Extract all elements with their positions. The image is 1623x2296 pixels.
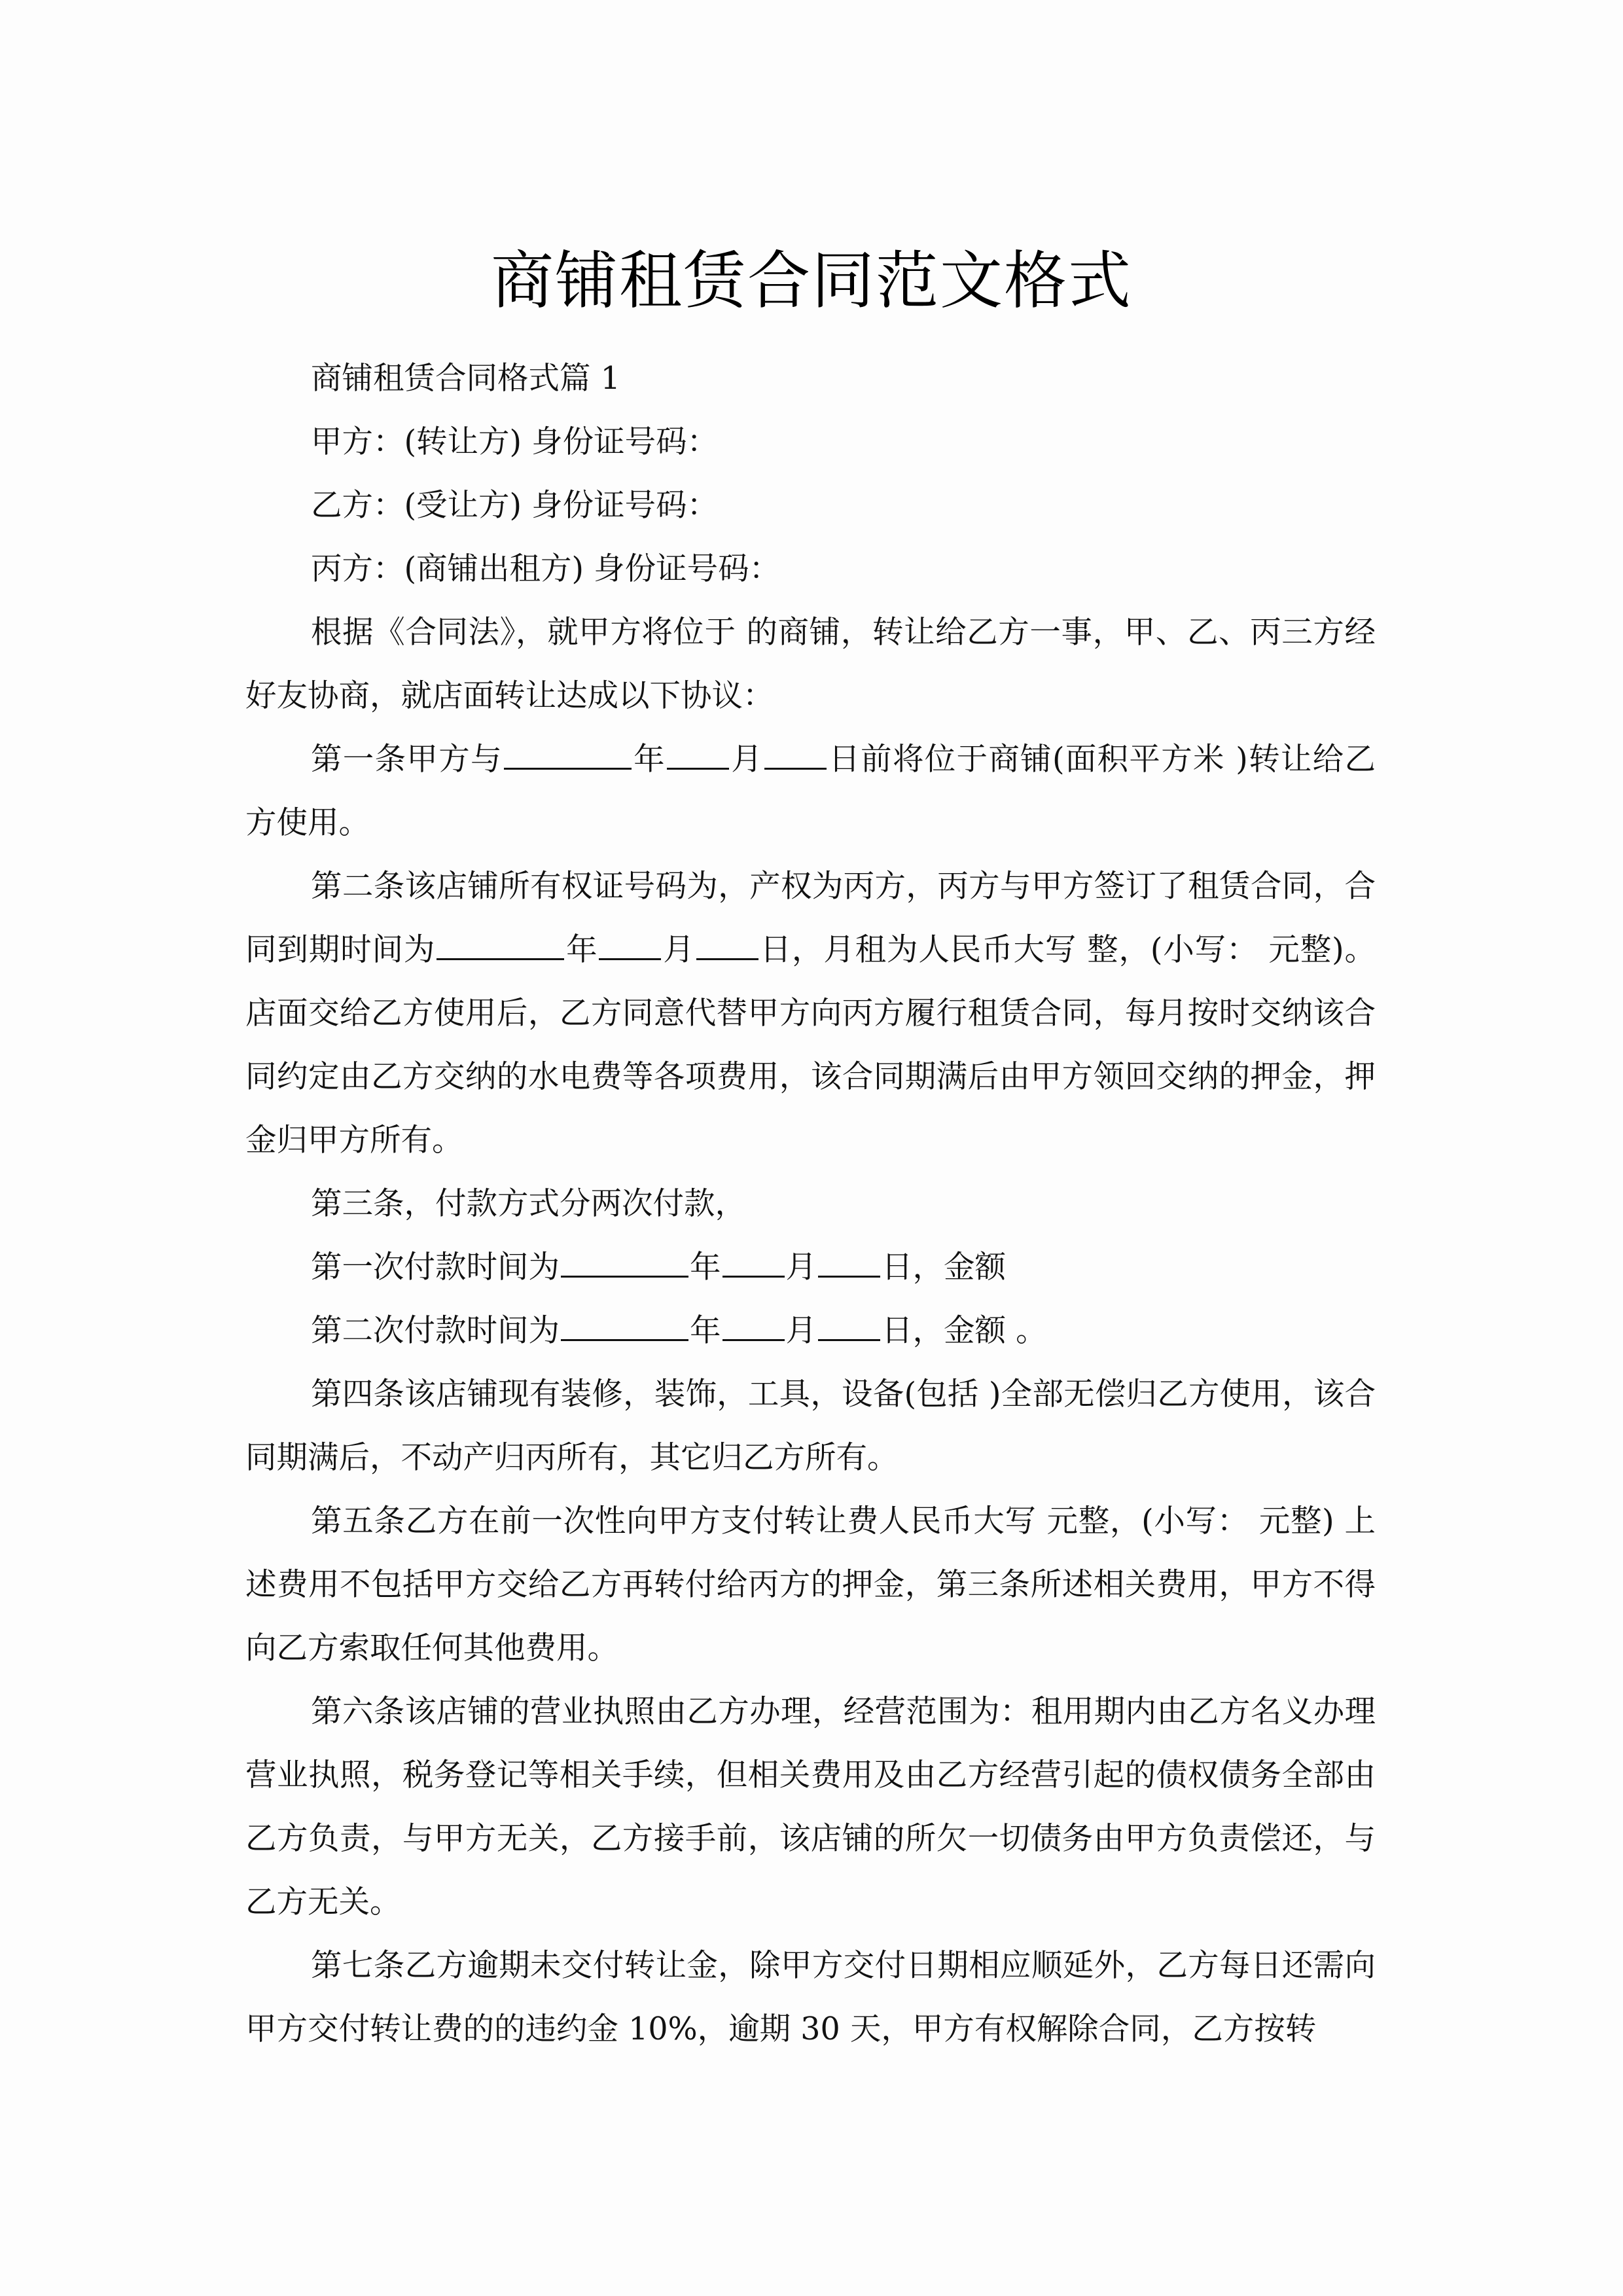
article-6: 第六条该店铺的营业执照由乙方办理，经营范围为：租用期内由乙方名义办理营业执照，税务登记等相关手续，但相关费用及由乙方经营引起的债权债务全部由乙方负责，与甲方无关，乙方接手前，该店铺的所欠一切债务由甲方负责偿还，与乙方无关。: [245, 1694, 1376, 1920]
year-label: 年: [565, 932, 598, 968]
article-2-lead: 第二条该店铺所有权证号码为，产权为丙方，丙方与甲方签订了租赁合同，合同到期时间为: [245, 869, 1376, 968]
year-label: 年: [690, 1313, 721, 1349]
year-label: 年: [632, 742, 666, 778]
day-blank: [764, 742, 827, 770]
month-label: 月: [785, 1249, 817, 1285]
document-body: [245, 347, 1376, 2061]
payment-1-tail: 日，金额: [882, 1249, 1006, 1285]
month-blank: [722, 1313, 785, 1341]
article-2: [245, 855, 1376, 1172]
article-1: [245, 728, 1376, 855]
day-blank: [818, 1313, 880, 1341]
month-blank: [599, 932, 661, 960]
section-title: 商铺租赁合同格式篇 1: [311, 361, 620, 397]
day-blank: [696, 932, 758, 960]
month-blank: [667, 742, 729, 770]
article-5: 第五条乙方在前一次性向甲方支付转让费人民币大写 元整，(小写： 元整) 上述费用不包括甲方交给乙方再转付给丙方的押金，第三条所述相关费用，甲方不得向乙方索取任何其他费用。: [245, 1503, 1376, 1666]
payment-2-lead: 第二次付款时间为: [311, 1313, 560, 1349]
payment-1-lead: 第一次付款时间为: [311, 1249, 560, 1285]
year-blank: [437, 932, 564, 960]
year-blank: [561, 1249, 688, 1278]
month-label: 月: [662, 932, 695, 968]
article-1-lead: 第一条甲方与: [311, 742, 503, 778]
month-label: 月: [785, 1313, 817, 1349]
article-7: 第七条乙方逾期未交付转让金，除甲方交付日期相应顺延外，乙方每日还需向甲方交付转让费的的违约金 10%，逾期 30 天，甲方有权解除合同，乙方按转: [245, 1948, 1376, 2047]
party-a-line: 甲方：(转让方) 身份证号码：: [311, 424, 719, 460]
party-b-line: 乙方：(受让方) 身份证号码：: [311, 488, 719, 524]
document-title: 商铺租赁合同范文格式: [491, 244, 1132, 318]
article-2-tail: 日，月租为人民币大写 整，(小写： 元整)。店面交给乙方使用后，乙方同意代替甲方向丙方履行租赁合同，每月按时交纳该合同约定由乙方交纳的水电费等各项费用，该合同期满后由甲方领回交纳的押金，押金归甲方所有。: [245, 932, 1376, 1158]
article-3: 第三条，付款方式分两次付款，: [311, 1186, 746, 1222]
month-label: 月: [730, 742, 764, 778]
year-blank: [561, 1313, 688, 1341]
day-blank: [818, 1249, 880, 1278]
intro-paragraph: 根据《合同法》，就甲方将位于 的商铺，转让给乙方一事，甲、乙、丙三方经好友协商，就店面转让达成以下协议：: [245, 615, 1376, 714]
article-4: 第四条该店铺现有装修，装饰，工具，设备(包括 )全部无偿归乙方使用，该合同期满后，不动产归丙所有，其它归乙方所有。: [245, 1376, 1376, 1476]
party-c-line: 丙方：(商铺出租方) 身份证号码：: [311, 551, 781, 587]
year-label: 年: [690, 1249, 721, 1285]
payment-2: [245, 1299, 1376, 1363]
article-1-tail: 日前将位于商铺(面积平方米 )转让给乙方使用。: [245, 742, 1376, 841]
payment-1: [245, 1236, 1376, 1299]
year-blank: [504, 742, 632, 770]
month-blank: [722, 1249, 785, 1278]
payment-2-tail: 日，金额 。: [882, 1313, 1047, 1349]
